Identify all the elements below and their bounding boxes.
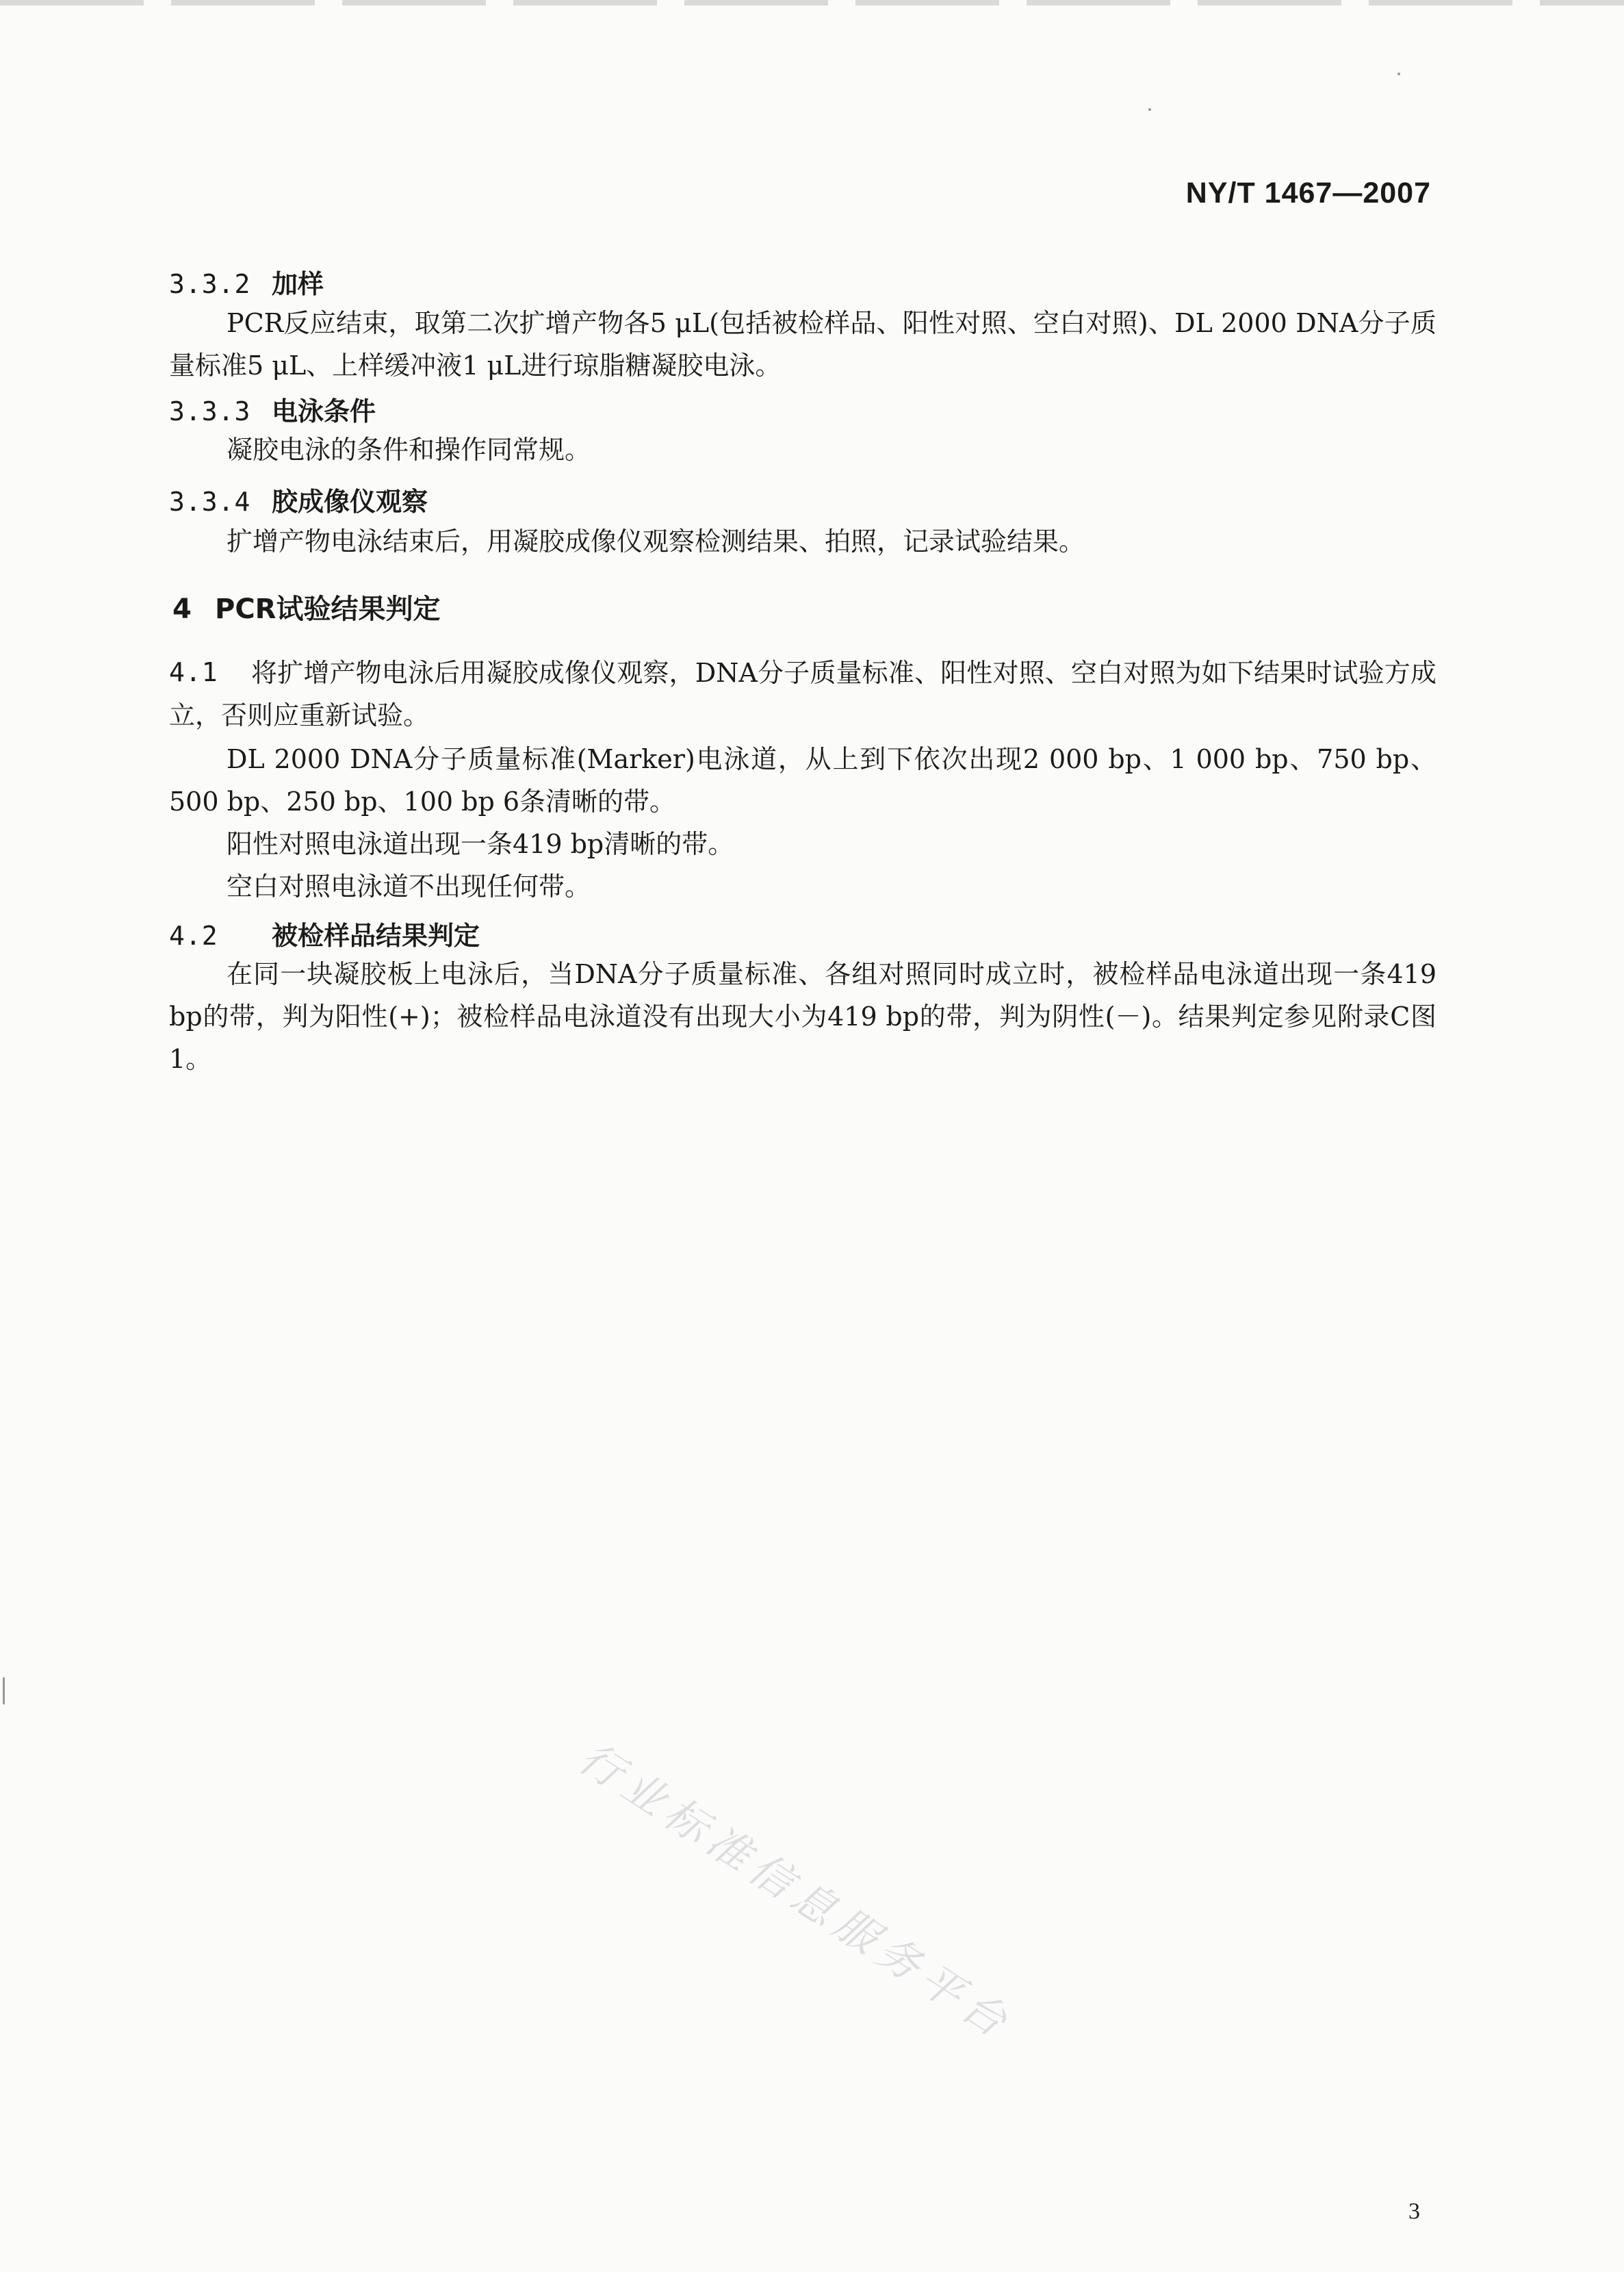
section-title: 电泳条件 [272,396,376,426]
section-title: 被检样品结果判定 [272,921,480,951]
section-3-3-4-heading [169,481,428,518]
section-4-1-blank-text: 空白对照电泳道不出现任何带。 [227,871,591,902]
section-3-3-2-heading [169,263,324,301]
section-3-3-3-text: 凝胶电泳的条件和操作同常规。 [227,435,591,465]
scan-edge-band [0,0,1624,5]
watermark: 行业标准信息服务平台 [570,1732,1022,2051]
section-title: PCR试验结果判定 [215,593,441,625]
scan-speck [3,1677,5,1705]
section-3-3-3-heading [169,390,376,428]
section-4-1-number: 4.1 [169,657,218,687]
standard-code: NY/T 1467—2007 [1185,177,1431,209]
section-4-heading [172,587,440,626]
section-number: 3.3.4 [169,487,251,517]
section-3-3-4-text: 扩增产物电泳结束后，用凝胶成像仪观察检测结果、拍照，记录试验结果。 [227,526,1085,557]
section-number: 3.3.3 [169,396,251,426]
scan-speck [1397,73,1400,75]
section-title: 胶成像仪观察 [272,487,428,517]
scan-speck [1148,108,1151,111]
section-number: 4 [172,593,192,625]
section-4-1-marker-text: DL 2000 DNA分子质量标准(Marker)电泳道，从上到下依次出现2 000 bp、1 000 bp、750 bp、500 bp、250 bp、100 bp 6条清晰的带。 [169,744,1436,817]
section-number: 4.2 [169,921,218,951]
section-title: 加样 [272,269,324,299]
section-number: 3.3.2 [169,269,251,299]
section-4-2-text: 在同一块凝胶板上电泳后，当DNA分子质量标准、各组对照同时成立时，被检样品电泳道出现一条419 bp的带，判为阳性(+)；被检样品电泳道没有出现大小为419 bp的带，判为阴性(－)。结果判定参见附录C图1。 [169,959,1436,1074]
section-4-1-text: 将扩增产物电泳后用凝胶成像仪观察，DNA分子质量标准、阳性对照、空白对照为如下结果时试验方成立，否则应重新试验。 [169,658,1436,730]
section-4-1-positive-text: 阳性对照电泳道出现一条419 bp清晰的带。 [227,829,734,859]
section-4-2-heading [169,915,480,952]
section-3-3-2-text: PCR反应结束，取第二次扩增产物各5 μL(包括被检样品、阳性对照、空白对照)、DL 2000 DNA分子质量标准5 μL、上样缓冲液1 μL进行琼脂糖凝胶电泳。 [169,308,1436,381]
page-number: 3 [1408,2199,1420,2224]
